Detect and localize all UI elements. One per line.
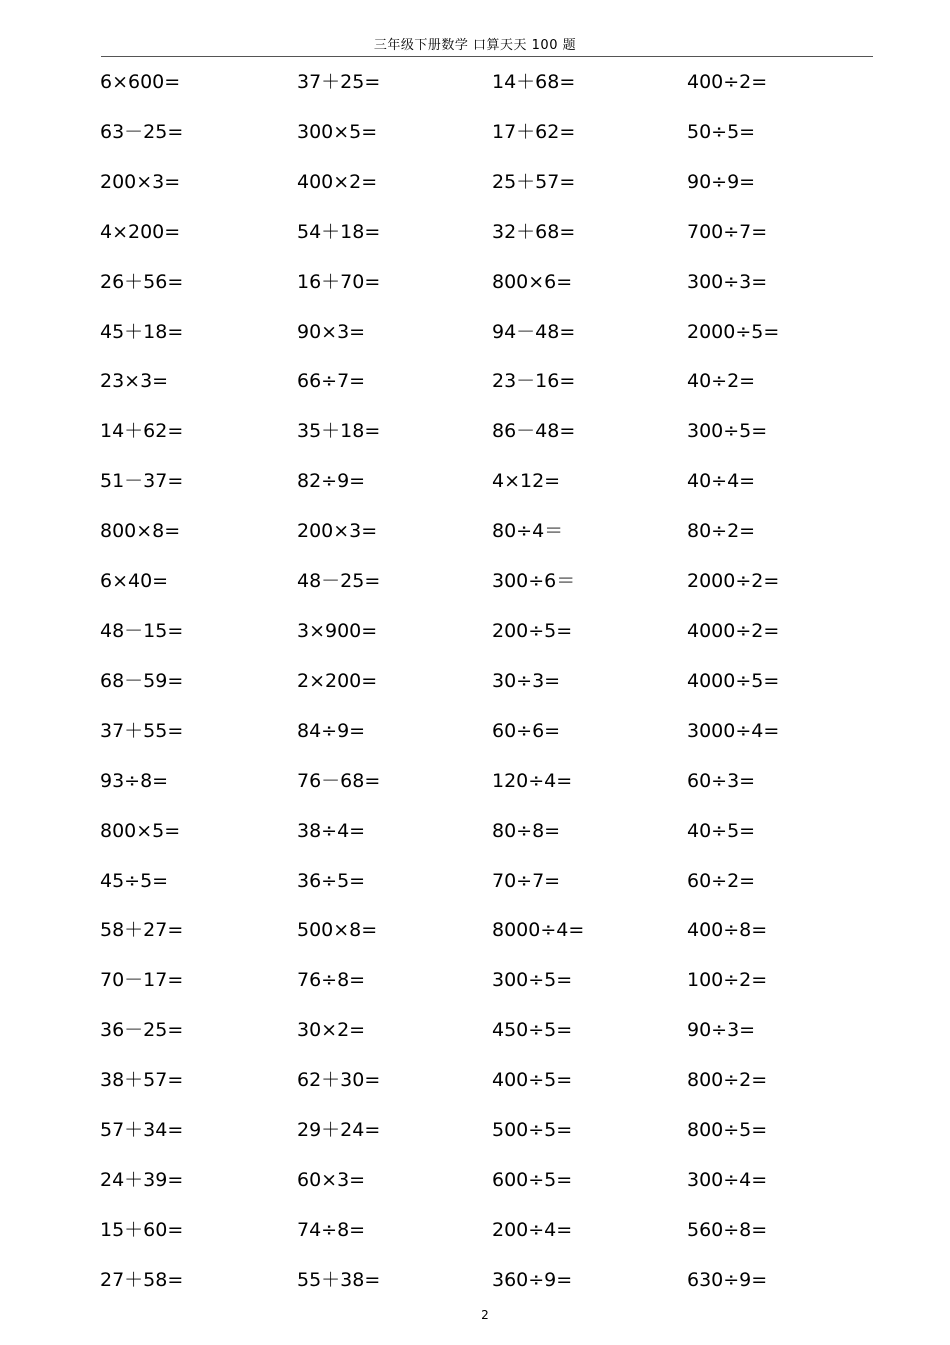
arithmetic-problem: 400×2= bbox=[297, 170, 378, 193]
arithmetic-problem: 17＋62= bbox=[492, 120, 576, 143]
arithmetic-problem: 26＋56= bbox=[100, 270, 184, 293]
arithmetic-problem: 400÷5= bbox=[492, 1069, 573, 1092]
arithmetic-problem: 40÷5= bbox=[687, 819, 756, 842]
arithmetic-problem: 300÷6＝ bbox=[492, 570, 576, 593]
arithmetic-problem: 30÷3= bbox=[492, 669, 561, 692]
arithmetic-problem: 58＋27= bbox=[100, 919, 184, 942]
arithmetic-problem: 40÷2= bbox=[687, 370, 756, 393]
arithmetic-problem: 60÷6= bbox=[492, 719, 561, 742]
arithmetic-problem: 800÷5= bbox=[687, 1119, 768, 1142]
arithmetic-problem: 37＋25= bbox=[297, 71, 381, 93]
arithmetic-problem: 2000÷5= bbox=[687, 320, 780, 343]
arithmetic-problem: 8000÷4= bbox=[492, 919, 585, 942]
arithmetic-problem: 76÷8= bbox=[297, 969, 366, 992]
arithmetic-problem: 74÷8= bbox=[297, 1218, 366, 1241]
arithmetic-problem: 54＋18= bbox=[297, 220, 381, 243]
arithmetic-problem: 68－59= bbox=[100, 669, 184, 692]
arithmetic-problem: 400÷2= bbox=[687, 71, 768, 93]
arithmetic-problem: 6×40= bbox=[100, 570, 169, 593]
arithmetic-problem: 82÷9= bbox=[297, 470, 366, 493]
arithmetic-problem: 14＋62= bbox=[100, 420, 184, 443]
arithmetic-problem: 90×3= bbox=[297, 320, 366, 343]
arithmetic-problem: 300÷5= bbox=[492, 969, 573, 992]
arithmetic-problem: 24＋39= bbox=[100, 1168, 184, 1191]
arithmetic-problem: 700÷7= bbox=[687, 220, 768, 243]
page-number: 2 bbox=[481, 1308, 489, 1322]
arithmetic-problem: 500÷5= bbox=[492, 1119, 573, 1142]
arithmetic-problem: 60÷3= bbox=[687, 769, 756, 792]
header-divider bbox=[101, 56, 873, 57]
arithmetic-problem: 70－17= bbox=[100, 969, 184, 992]
arithmetic-problem-grid bbox=[100, 68, 880, 1316]
arithmetic-problem: 60×3= bbox=[297, 1168, 366, 1191]
arithmetic-problem: 300×5= bbox=[297, 120, 378, 143]
arithmetic-problem: 51－37= bbox=[100, 470, 184, 493]
arithmetic-problem: 55＋38= bbox=[297, 1268, 381, 1291]
arithmetic-problem: 35＋18= bbox=[297, 420, 381, 443]
arithmetic-problem: 37＋55= bbox=[100, 719, 184, 742]
arithmetic-problem: 45＋18= bbox=[100, 320, 184, 343]
arithmetic-problem: 4×12= bbox=[492, 470, 561, 493]
arithmetic-problem: 200×3= bbox=[297, 520, 378, 543]
arithmetic-problem: 66÷7= bbox=[297, 370, 366, 393]
arithmetic-problem: 76－68= bbox=[297, 769, 381, 792]
arithmetic-problem: 86－48= bbox=[492, 420, 576, 443]
arithmetic-problem: 90÷3= bbox=[687, 1019, 756, 1042]
arithmetic-problem: 4000÷2= bbox=[687, 619, 780, 642]
arithmetic-problem: 27＋58= bbox=[100, 1268, 184, 1291]
arithmetic-problem: 300÷3= bbox=[687, 270, 768, 293]
arithmetic-problem: 800×5= bbox=[100, 819, 181, 842]
arithmetic-problem: 29＋24= bbox=[297, 1119, 381, 1142]
arithmetic-problem: 48－15= bbox=[100, 619, 184, 642]
arithmetic-problem: 80÷2= bbox=[687, 520, 756, 543]
arithmetic-problem: 93÷8= bbox=[100, 769, 169, 792]
arithmetic-problem: 50÷5= bbox=[687, 120, 756, 143]
arithmetic-problem: 100÷2= bbox=[687, 969, 768, 992]
arithmetic-problem: 2×200= bbox=[297, 669, 378, 692]
arithmetic-problem: 38＋57= bbox=[100, 1069, 184, 1092]
arithmetic-problem: 400÷8= bbox=[687, 919, 768, 942]
arithmetic-problem: 200÷5= bbox=[492, 619, 573, 642]
arithmetic-problem: 800×6= bbox=[492, 270, 573, 293]
arithmetic-problem: 23×3= bbox=[100, 370, 169, 393]
arithmetic-problem: 57＋34= bbox=[100, 1119, 184, 1142]
arithmetic-problem: 15＋60= bbox=[100, 1218, 184, 1241]
arithmetic-problem: 200×3= bbox=[100, 170, 181, 193]
arithmetic-problem: 120÷4= bbox=[492, 769, 573, 792]
arithmetic-problem: 62＋30= bbox=[297, 1069, 381, 1092]
arithmetic-problem: 360÷9= bbox=[492, 1268, 573, 1291]
arithmetic-problem: 36÷5= bbox=[297, 869, 366, 892]
arithmetic-problem: 800×8= bbox=[100, 520, 181, 543]
arithmetic-problem: 4×200= bbox=[100, 220, 181, 243]
arithmetic-problem: 63－25= bbox=[100, 120, 184, 143]
arithmetic-problem: 800÷2= bbox=[687, 1069, 768, 1092]
arithmetic-problem: 80÷4＝ bbox=[492, 520, 564, 543]
arithmetic-problem: 300÷5= bbox=[687, 420, 768, 443]
arithmetic-problem: 30×2= bbox=[297, 1019, 366, 1042]
arithmetic-problem: 6×600= bbox=[100, 71, 181, 93]
arithmetic-problem: 84÷9= bbox=[297, 719, 366, 742]
arithmetic-problem: 94－48= bbox=[492, 320, 576, 343]
arithmetic-problem: 25＋57= bbox=[492, 170, 576, 193]
arithmetic-problem: 45÷5= bbox=[100, 869, 169, 892]
arithmetic-problem: 90÷9= bbox=[687, 170, 756, 193]
arithmetic-problem: 560÷8= bbox=[687, 1218, 768, 1241]
arithmetic-problem: 70÷7= bbox=[492, 869, 561, 892]
arithmetic-problem: 48－25= bbox=[297, 570, 381, 593]
arithmetic-problem: 40÷4= bbox=[687, 470, 756, 493]
arithmetic-problem: 600÷5= bbox=[492, 1168, 573, 1191]
arithmetic-problem: 2000÷2= bbox=[687, 570, 780, 593]
arithmetic-problem: 3000÷4= bbox=[687, 719, 780, 742]
arithmetic-problem: 14＋68= bbox=[492, 71, 576, 93]
arithmetic-problem: 450÷5= bbox=[492, 1019, 573, 1042]
arithmetic-problem: 60÷2= bbox=[687, 869, 756, 892]
arithmetic-problem: 4000÷5= bbox=[687, 669, 780, 692]
arithmetic-problem: 32＋68= bbox=[492, 220, 576, 243]
arithmetic-problem: 500×8= bbox=[297, 919, 378, 942]
arithmetic-problem: 200÷4= bbox=[492, 1218, 573, 1241]
arithmetic-problem: 300÷4= bbox=[687, 1168, 768, 1191]
arithmetic-problem: 630÷9= bbox=[687, 1268, 768, 1291]
arithmetic-problem: 23－16= bbox=[492, 370, 576, 393]
arithmetic-problem: 38÷4= bbox=[297, 819, 366, 842]
arithmetic-problem: 16＋70= bbox=[297, 270, 381, 293]
page-header-title: 三年级下册数学 口算天天 100 题 bbox=[373, 38, 577, 53]
arithmetic-problem: 3×900= bbox=[297, 619, 378, 642]
arithmetic-problem: 36－25= bbox=[100, 1019, 184, 1042]
arithmetic-problem: 80÷8= bbox=[492, 819, 561, 842]
